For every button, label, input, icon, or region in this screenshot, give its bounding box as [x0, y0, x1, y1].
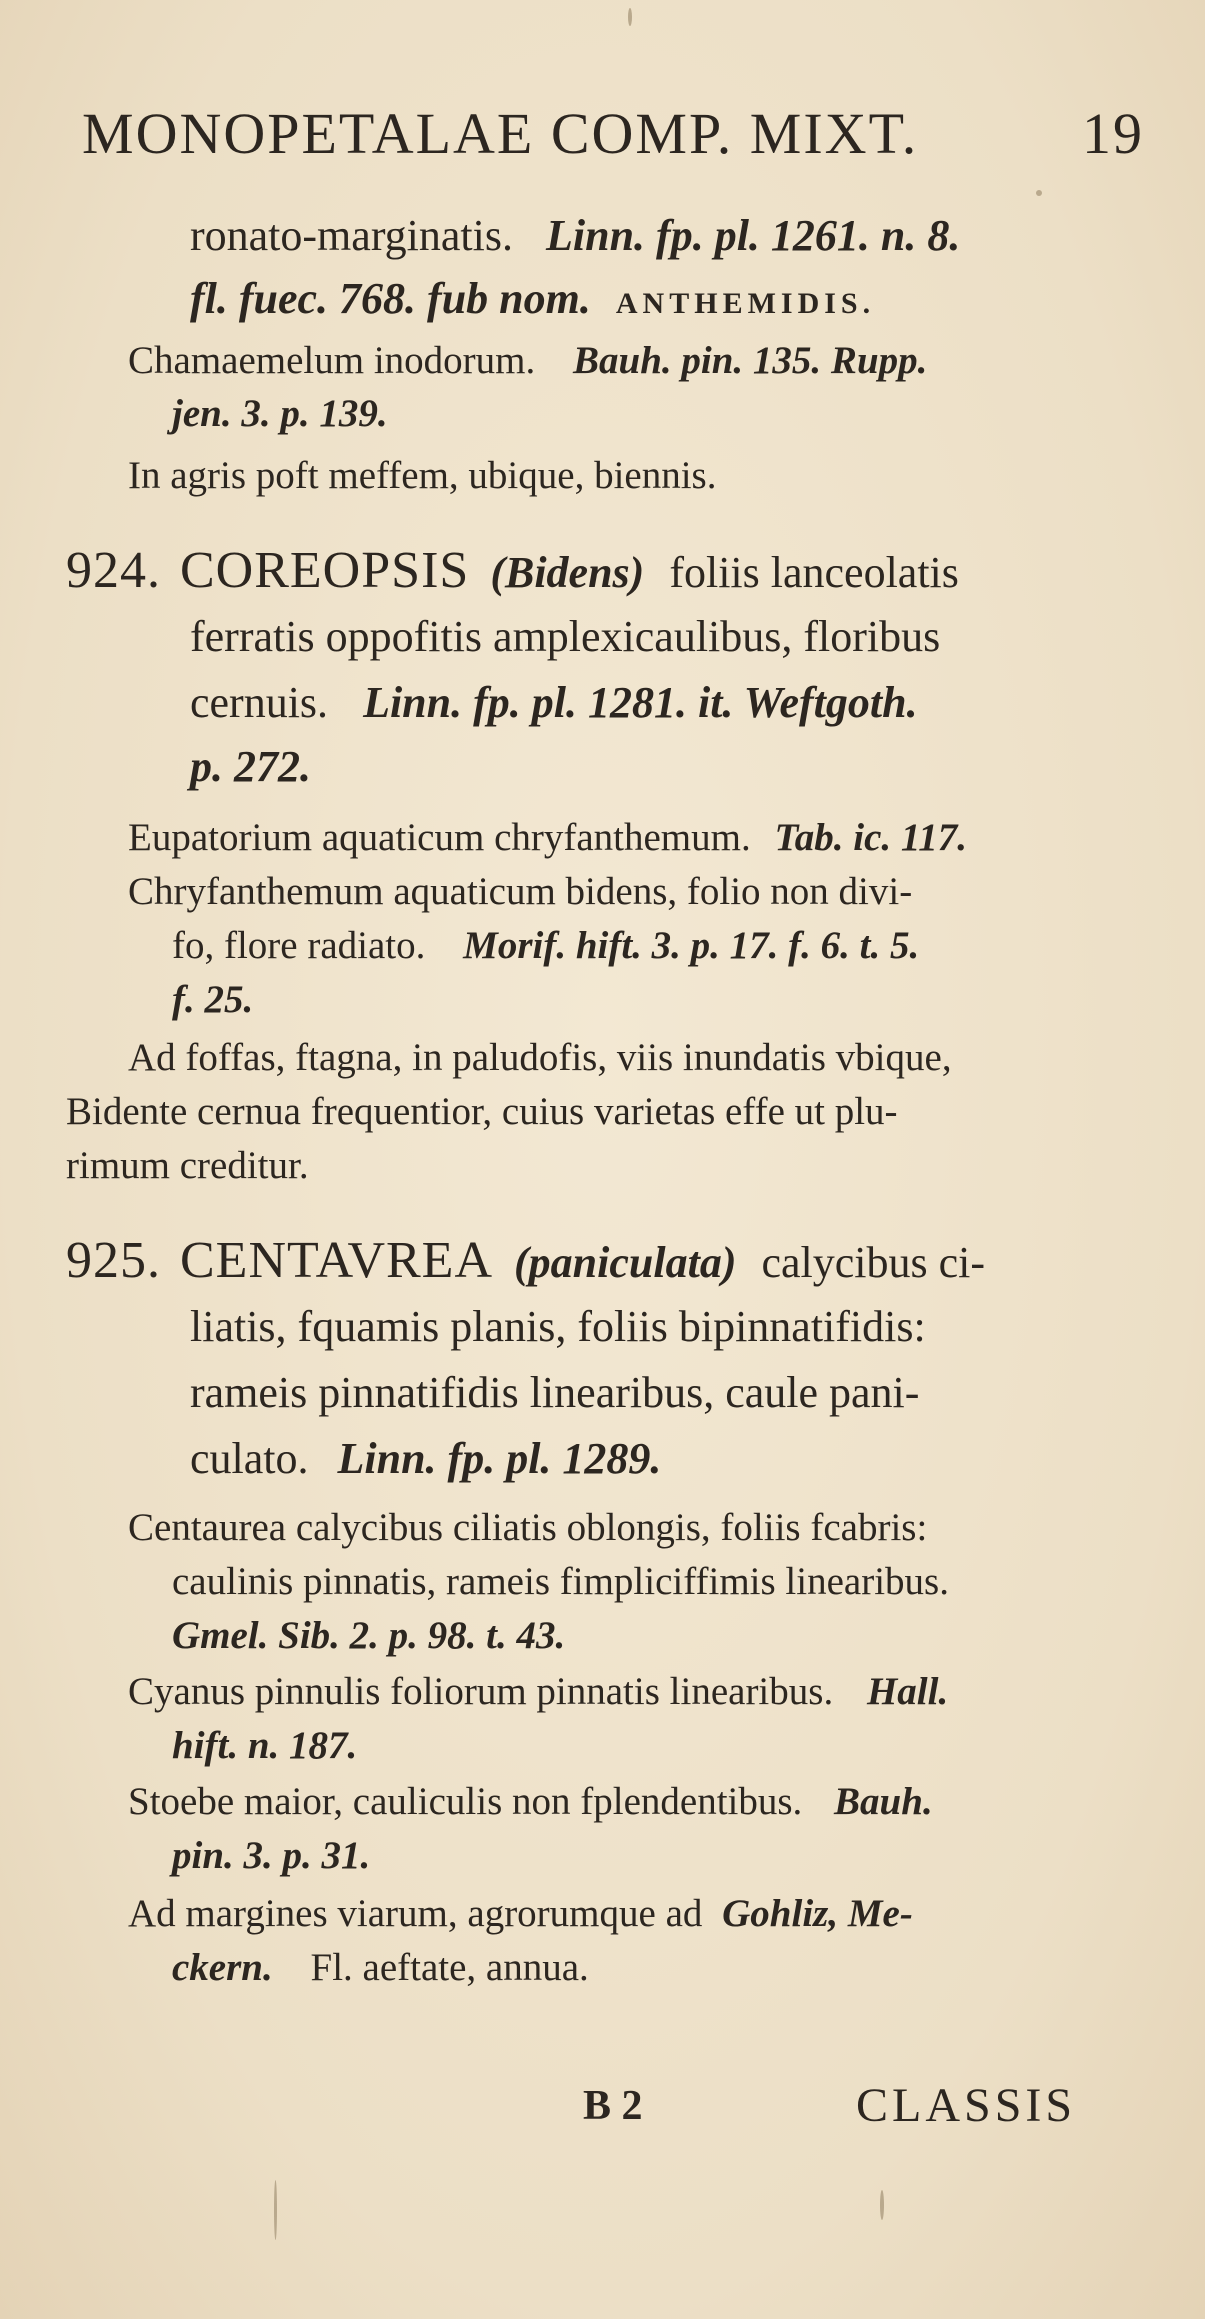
entry-925-line-4: culato. Linn. fp. pl. 1289.	[190, 1434, 662, 1483]
signature-mark: B 2	[583, 2083, 643, 2129]
running-head	[82, 100, 1144, 167]
species-name: (paniculata)	[514, 1238, 737, 1287]
entry-925-synonym-3: Stoebe maior, cauliculis non fplendentibus. Bauh.	[128, 1780, 933, 1823]
entry-925-habitat-1: Ad margines viarum, agrorumque ad Gohliz, Me-	[128, 1892, 913, 1935]
entry-925-synonym-3-ref: pin. 3. p. 31.	[172, 1834, 371, 1877]
catchword: CLASSIS	[856, 2079, 1077, 2132]
entry-925-heading: 925. CENTAVREA (paniculata) calycibus ci-	[66, 1232, 986, 1289]
entry-925-line-2: liatis, fquamis planis, foliis bipinnatifidis:	[190, 1302, 926, 1351]
entry-924-heading: 924. COREOPSIS (Bidens) foliis lanceolatis	[66, 542, 959, 599]
entry-923-synonym-1: Chamaemelum inodorum. Bauh. pin. 135. Rupp.	[128, 339, 928, 382]
entry-924-habitat-2: Bidente cernua frequentior, cuius varietas effe ut plu-	[66, 1090, 898, 1133]
paper-speck	[274, 2180, 277, 2240]
entry-924-synonym-2: Chryfanthemum aquaticum bidens, folio non divi-	[128, 870, 913, 913]
running-head-title: MONOPETALAE COMP. MIXT.	[82, 101, 919, 166]
entry-924-line-4: p. 272.	[190, 742, 311, 791]
entry-number: 924.	[66, 542, 161, 599]
entry-924-synonym-2-cont: fo, flore radiato. Morif. hift. 3. p. 17. f. 6. t. 5.	[172, 924, 920, 967]
entry-925-line-3: rameis pinnatifidis linearibus, caule pani-	[190, 1368, 920, 1417]
entry-925-synonym-2: Cyanus pinnulis foliorum pinnatis linearibus. Hall.	[128, 1670, 949, 1713]
entry-925-synonym-1: Centaurea calycibus ciliatis oblongis, foliis fcabris:	[128, 1506, 928, 1549]
entry-925-synonym-1-ref: Gmel. Sib. 2. p. 98. t. 43.	[172, 1614, 566, 1657]
genus-name: CENTAVREA	[180, 1232, 494, 1289]
entry-924-line-3: cernuis. Linn. fp. pl. 1281. it. Weftgoth.	[190, 678, 918, 727]
paper-speck	[1036, 190, 1042, 196]
entry-924-synonym-2-end: f. 25.	[172, 978, 254, 1021]
entry-923-line-2: fl. fuec. 768. fub nom. ANTHEMIDIS.	[190, 274, 876, 323]
entry-number: 925.	[66, 1232, 161, 1289]
species-name: (Bidens)	[490, 548, 645, 597]
entry-924-habitat-1: Ad foffas, ftagna, in paludofis, viis inundatis vbique,	[128, 1036, 952, 1079]
entry-925-synonym-1-cont: caulinis pinnatis, rameis fimpliciffimis linearibus.	[172, 1560, 949, 1603]
entry-924-habitat-3: rimum creditur.	[66, 1144, 309, 1187]
paper-speck	[628, 8, 632, 26]
page-number: 19	[1082, 101, 1144, 166]
entry-923-synonym-1-cont: jen. 3. p. 139.	[172, 392, 388, 435]
entry-925-habitat-2: ckern. Fl. aeftate, annua.	[172, 1946, 589, 1989]
genus-name: COREOPSIS	[180, 542, 470, 599]
paper-speck	[880, 2190, 884, 2220]
entry-923-habitat: In agris poft meffem, ubique, biennis.	[128, 454, 717, 497]
entry-924-line-2: ferratis oppofitis amplexicaulibus, floribus	[190, 612, 941, 661]
entry-923-line-1: ronato-marginatis. Linn. fp. pl. 1261. n. 8.	[190, 211, 961, 260]
entry-924-synonym-1: Eupatorium aquaticum chryfanthemum. Tab. ic. 117.	[128, 816, 967, 859]
entry-925-synonym-2-ref: hift. n. 187.	[172, 1724, 358, 1767]
